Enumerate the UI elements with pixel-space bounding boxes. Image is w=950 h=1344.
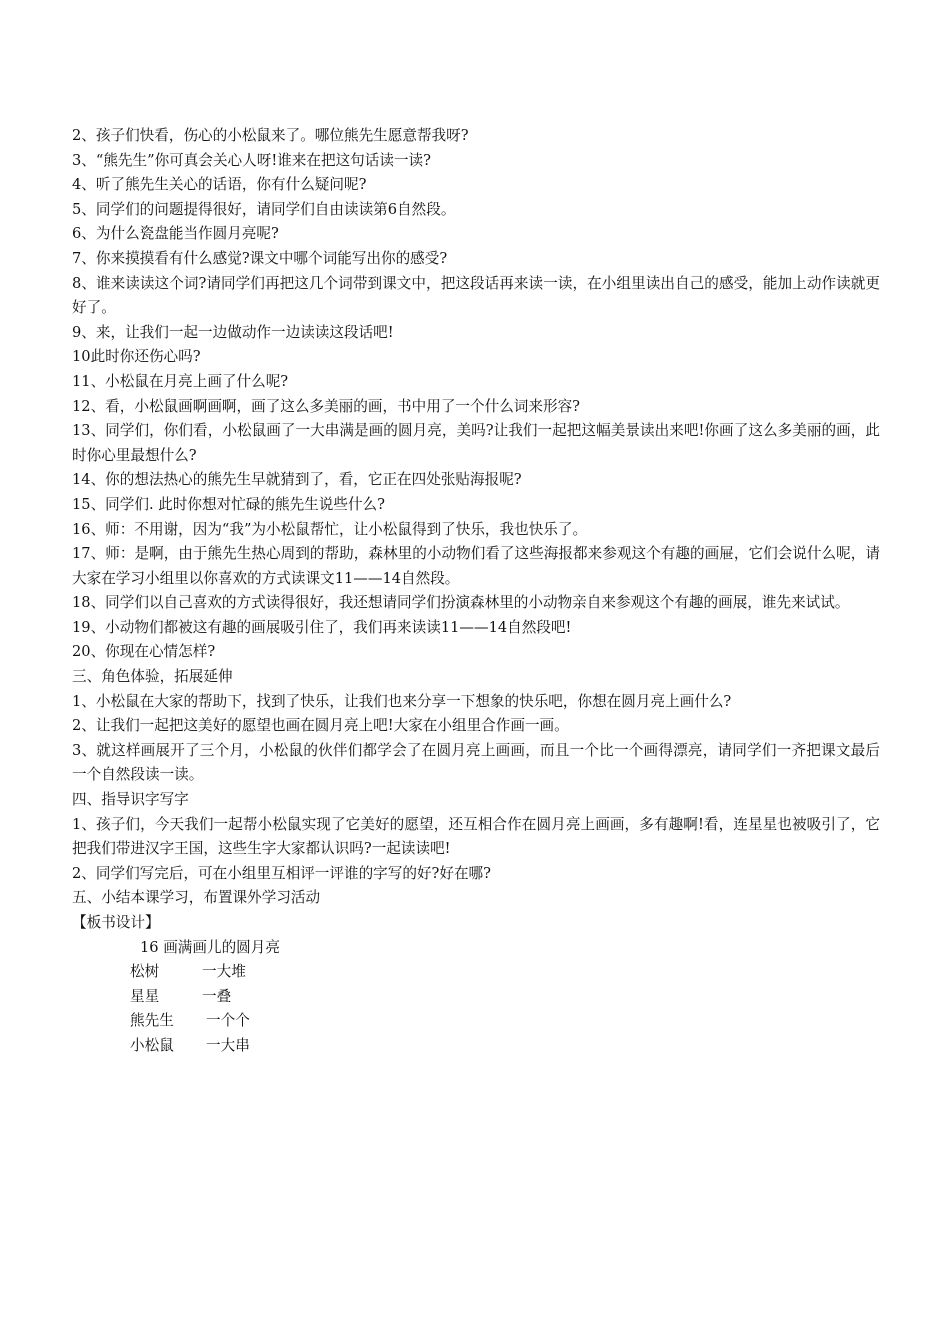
text-line: 12、看，小松鼠画啊画啊，画了这么多美丽的画，书中用了一个什么词来形容? — [72, 397, 580, 415]
text-line: 16、师：不用谢，因为“我”为小松鼠帮忙，让小松鼠得到了快乐，我也快乐了。 — [72, 520, 588, 538]
text-line: 20、你现在心情怎样? — [72, 643, 216, 661]
section-heading: 五、小结本课学习，布置课外学习活动 — [72, 889, 321, 907]
section-heading: 三、角色体验，拓展延伸 — [72, 668, 233, 686]
board-row-left: 熊先生 — [130, 1012, 174, 1030]
board-row-right: 一叠 — [202, 987, 232, 1005]
text-line: 7、你来摸摸看有什么感觉?课文中哪个词能写出你的感受? — [72, 249, 448, 267]
text-line: 15、同学们. 此时你想对忙碌的熊先生说些什么? — [72, 495, 385, 513]
text-line: 9、来，让我们一起一边做动作一边读读这段话吧! — [72, 323, 394, 341]
board-row — [72, 960, 880, 985]
board-row-right: 一个个 — [206, 1012, 250, 1030]
text-paragraph: 8、谁来读读这个词?请同学们再把这几个词带到课文中，把这段话再来读一读，在小组里读出自己的感受，能加上动作读就更好了。 — [72, 274, 880, 317]
blackboard-design — [72, 936, 880, 1059]
text-line: 2、孩子们快看，伤心的小松鼠来了。哪位熊先生愿意帮我呀? — [72, 127, 469, 144]
board-row — [72, 1009, 880, 1034]
text-line: 14、你的想法热心的熊先生早就猜到了，看，它正在四处张贴海报呢? — [72, 471, 522, 489]
text-line: 3、“熊先生”你可真会关心人呀!谁来在把这句话读一读? — [72, 151, 431, 169]
text-line: 11、小松鼠在月亮上画了什么呢? — [72, 372, 289, 390]
board-heading: 【板书设计】 — [72, 914, 160, 931]
board-row-right: 一大串 — [206, 1036, 250, 1054]
text-line: 1、小松鼠在大家的帮助下，找到了快乐，让我们也来分享一下想象的快乐吧，你想在圆月亮上画什么? — [72, 692, 732, 710]
text-line: 5、同学们的问题提得很好，请同学们自由读读第6自然段。 — [72, 200, 456, 218]
document-body — [72, 124, 880, 1059]
text-line: 19、小动物们都被这有趣的画展吸引住了，我们再来读读11——14自然段吧! — [72, 618, 572, 636]
text-paragraph: 18、同学们以自己喜欢的方式读得很好，我还想请同学们扮演森林里的小动物亲自来参观这个有趣的画展，谁先来试试。 — [72, 594, 850, 612]
section-heading: 四、指导识字写字 — [72, 791, 189, 809]
board-row — [72, 985, 880, 1010]
text-paragraph: 17、师：是啊，由于熊先生热心周到的帮助，森林里的小动物们看了这些海报都来参观这个有趣的画屉，它们会说什么呢，请大家在学习小组里以你喜欢的方式读课文11——14自然段。 — [72, 545, 880, 587]
board-row-left: 星星 — [130, 987, 160, 1005]
text-line: 10此时你还伤心吗? — [72, 348, 201, 366]
text-paragraph: 3、就这样画展开了三个月，小松鼠的伙伴们都学会了在圆月亮上画画，而且一个比一个画得漂亮，请同学们一齐把课文最后一个自然段读一读。 — [72, 741, 880, 784]
text-paragraph: 1、孩子们，今天我们一起帮小松鼠实现了它美好的愿望，还互相合作在圆月亮上画画，多有趣啊!看，连星星也被吸引了，它把我们带进汉字王国，这些生字大家都认识吗?一起读读吧! — [72, 815, 880, 858]
board-row-left: 小松鼠 — [130, 1036, 174, 1054]
board-row-right: 一大堆 — [202, 963, 246, 981]
text-line: 2、同学们写完后，可在小组里互相评一评谁的字写的好?好在哪? — [72, 864, 491, 882]
board-row-left: 松树 — [130, 963, 160, 981]
text-line: 2、让我们一起把这美好的愿望也画在圆月亮上吧!大家在小组里合作画一画。 — [72, 717, 569, 735]
text-line: 4、听了熊先生关心的话语，你有什么疑问呢? — [72, 176, 367, 194]
board-row — [72, 1034, 880, 1059]
board-title: 16 画满画儿的圆月亮 — [140, 938, 280, 956]
text-paragraph: 13、同学们，你们看，小松鼠画了一大串满是画的圆月亮，美吗?让我们一起把这幅美景读出来吧!你画了这么多美丽的画，此时你心里最想什么? — [72, 422, 880, 464]
text-line: 6、为什么瓷盘能当作圆月亮呢? — [72, 225, 279, 243]
